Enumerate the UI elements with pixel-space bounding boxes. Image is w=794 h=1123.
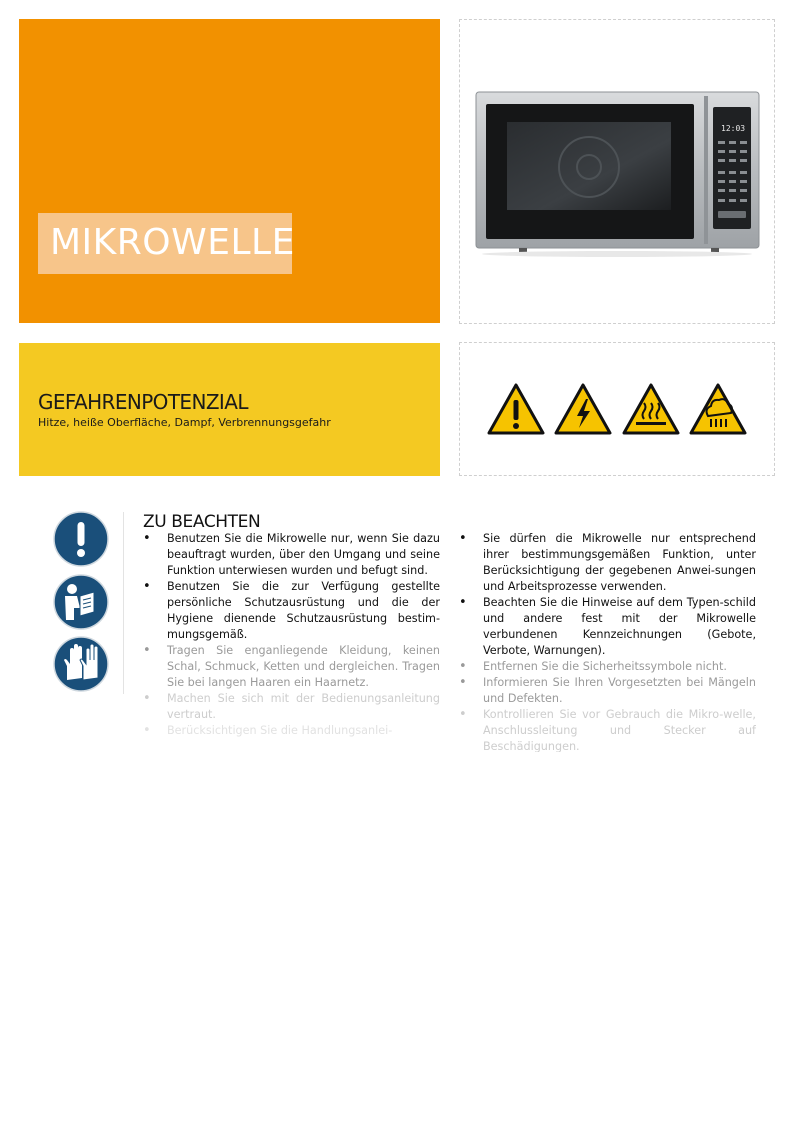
steam-warning-icon xyxy=(689,383,747,435)
hazard-subtitle: Hitze, heiße Oberfläche, Dampf, Verbrennungsgefahr xyxy=(38,416,331,429)
general-warning-icon xyxy=(487,383,545,435)
list-item: • Entfernen Sie die Sicherheitssymbole nicht. xyxy=(459,659,756,675)
hot-surface-warning-icon xyxy=(622,383,680,435)
list-item: • Beachten Sie die Hinweise auf dem Typen-schild und andere fest mit der Mikrowelle verbundenen Kennzeichnungen (Gebote, Verbote, Warnungen). xyxy=(459,595,756,659)
list-item: • Tragen Sie enganliegende Kleidung, keinen Schal, Schmuck, Ketten und dergleichen. Tragen Sie bei langen Haaren ein Haarnetz. xyxy=(143,643,440,691)
list-item: • Berücksichtigen Sie die Handlungsanlei- xyxy=(143,723,440,739)
product-image-panel xyxy=(459,19,775,324)
page-title: MIKROWELLE xyxy=(50,222,295,263)
list-item: • Benutzen Sie die Mikrowelle nur, wenn Sie dazu beauftragt wurden, über den Umgang und seine Funktion unterwiesen wurden und befugt sind. xyxy=(143,531,440,579)
list-item: • Benutzen Sie die zur Verfügung gestellte persönliche Schutzausrüstung und die der Hygiene dienende Schutzausrüstung bestim-mungsgemäß. xyxy=(143,579,440,643)
notes-right-column xyxy=(459,531,756,752)
list-item: • Sie dürfen die Mikrowelle nur entsprechend ihrer bestimmungsgemäßen Funktion, unter Berücksichtigung der gegebenen Anwei-sungen und Arbeitsprozesse verwenden. xyxy=(459,531,756,595)
clock-readout: 12:03 xyxy=(721,124,746,133)
column-divider xyxy=(123,512,124,694)
list-item: • Kontrollieren Sie vor Gebrauch die Mikro-welle, Anschlussleitung und Stecker auf Beschädigungen. xyxy=(459,707,756,752)
general-mandatory-icon xyxy=(53,511,109,567)
electricity-warning-icon xyxy=(554,383,612,435)
list-item: • Informieren Sie Ihren Vorgesetzten bei Mängeln und Defekten. xyxy=(459,675,756,707)
wear-gloves-icon xyxy=(53,636,109,692)
hazard-banner xyxy=(19,343,440,476)
hazard-title: GEFAHRENPOTENZIAL xyxy=(38,390,248,414)
title-banner xyxy=(19,19,440,323)
notes-title: ZU BEACHTEN xyxy=(143,512,261,532)
warning-icons-panel xyxy=(459,342,775,476)
read-manual-icon xyxy=(53,574,109,630)
notes-left-column xyxy=(143,531,440,752)
list-item: • Machen Sie sich mit der Bedienungsanleitung vertraut. xyxy=(143,691,440,723)
microwave-image xyxy=(459,19,775,324)
title-chip xyxy=(38,213,295,274)
